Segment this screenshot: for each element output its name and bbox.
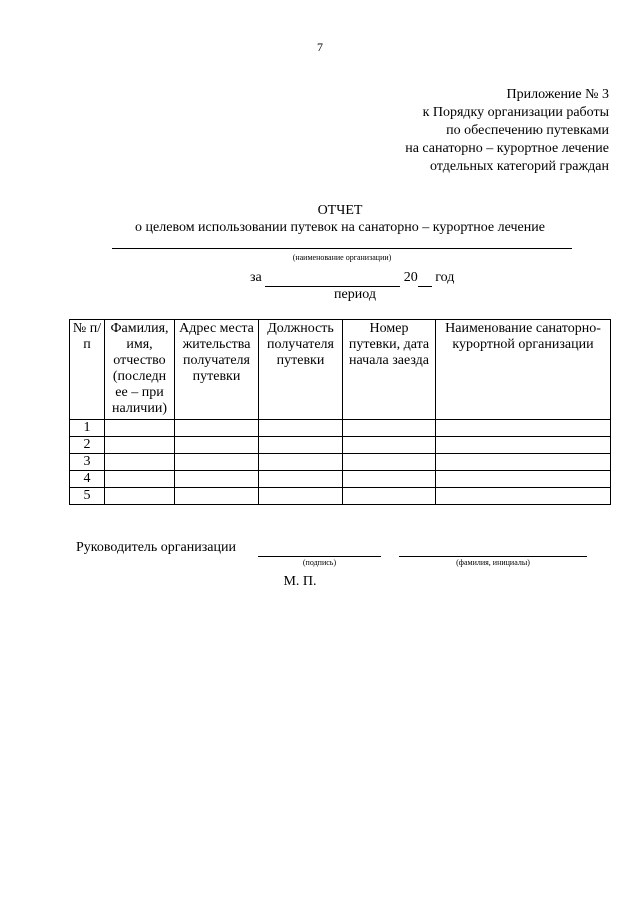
- table-cell[interactable]: [105, 437, 175, 454]
- row-number: 2: [70, 437, 105, 454]
- header-sanatorium-name: Наименование санаторно-курортной организации: [436, 320, 611, 420]
- table-cell[interactable]: [259, 454, 343, 471]
- table-row: [70, 420, 611, 437]
- table-cell[interactable]: [175, 471, 259, 488]
- table-row: [70, 454, 611, 471]
- organization-caption: (наименование организации): [292, 253, 392, 262]
- table-cell[interactable]: [175, 420, 259, 437]
- head-of-organization-label: Руководитель организации: [76, 540, 236, 555]
- organization-name-line: [112, 248, 572, 249]
- table-cell[interactable]: [436, 437, 611, 454]
- report-title-block: [0, 202, 640, 236]
- header-voucher-number: Номер путевки, дата начала заезда: [343, 320, 436, 420]
- row-number: 1: [70, 420, 105, 437]
- header-number: № п/п: [70, 320, 105, 420]
- header-full-name: Фамилия, имя, отчество (последн ее – при наличии): [105, 320, 175, 420]
- appendix-line: к Порядку организации работы: [422, 105, 609, 120]
- period-label: период: [334, 287, 376, 302]
- table-row: [70, 471, 611, 488]
- table-cell[interactable]: [343, 454, 436, 471]
- table-cell[interactable]: [259, 471, 343, 488]
- table-header-row: [70, 320, 611, 420]
- table-cell[interactable]: [343, 488, 436, 505]
- header-position: Должность получателя путевки: [259, 320, 343, 420]
- table-cell[interactable]: [343, 471, 436, 488]
- table-cell[interactable]: [259, 488, 343, 505]
- table-cell[interactable]: [436, 454, 611, 471]
- signature-line: [258, 556, 381, 557]
- appendix-line: Приложение № 3: [506, 87, 609, 102]
- period-suffix: год: [435, 270, 455, 285]
- stamp-place-label: М. П.: [283, 574, 317, 589]
- signature-caption: (подпись): [302, 558, 337, 567]
- page-number: 7: [317, 40, 323, 54]
- appendix-line: по обеспечению путевками: [446, 123, 609, 138]
- table-cell[interactable]: [105, 471, 175, 488]
- table-cell[interactable]: [175, 454, 259, 471]
- table-cell[interactable]: [105, 420, 175, 437]
- period-blank: [265, 270, 400, 287]
- table-cell[interactable]: [436, 471, 611, 488]
- table-cell[interactable]: [436, 488, 611, 505]
- table-cell[interactable]: [259, 420, 343, 437]
- year-blank: [418, 270, 432, 287]
- table-cell[interactable]: [175, 437, 259, 454]
- table-cell[interactable]: [105, 454, 175, 471]
- row-number: 4: [70, 471, 105, 488]
- period-row: [250, 270, 454, 287]
- table-cell[interactable]: [436, 420, 611, 437]
- name-initials-line: [399, 556, 587, 557]
- table-cell[interactable]: [259, 437, 343, 454]
- header-address: Адрес места жительства получателя путевки: [175, 320, 259, 420]
- period-year-prefix: 20: [403, 270, 418, 285]
- table-cell[interactable]: [343, 437, 436, 454]
- appendix-line: на санаторно – курортное лечение: [405, 141, 609, 156]
- report-table: [69, 319, 611, 505]
- report-subtitle: о целевом использовании путевок на санаторно – курортное лечение: [135, 220, 545, 235]
- period-prefix: за: [250, 270, 262, 285]
- appendix-block: [405, 86, 609, 176]
- report-title: ОТЧЕТ: [317, 203, 363, 218]
- name-initials-caption: (фамилия, инициалы): [456, 558, 530, 567]
- table-cell[interactable]: [175, 488, 259, 505]
- table-cell[interactable]: [343, 420, 436, 437]
- appendix-line: отдельных категорий граждан: [430, 159, 609, 174]
- row-number: 5: [70, 488, 105, 505]
- table-cell[interactable]: [105, 488, 175, 505]
- row-number: 3: [70, 454, 105, 471]
- table-row: [70, 488, 611, 505]
- table-row: [70, 437, 611, 454]
